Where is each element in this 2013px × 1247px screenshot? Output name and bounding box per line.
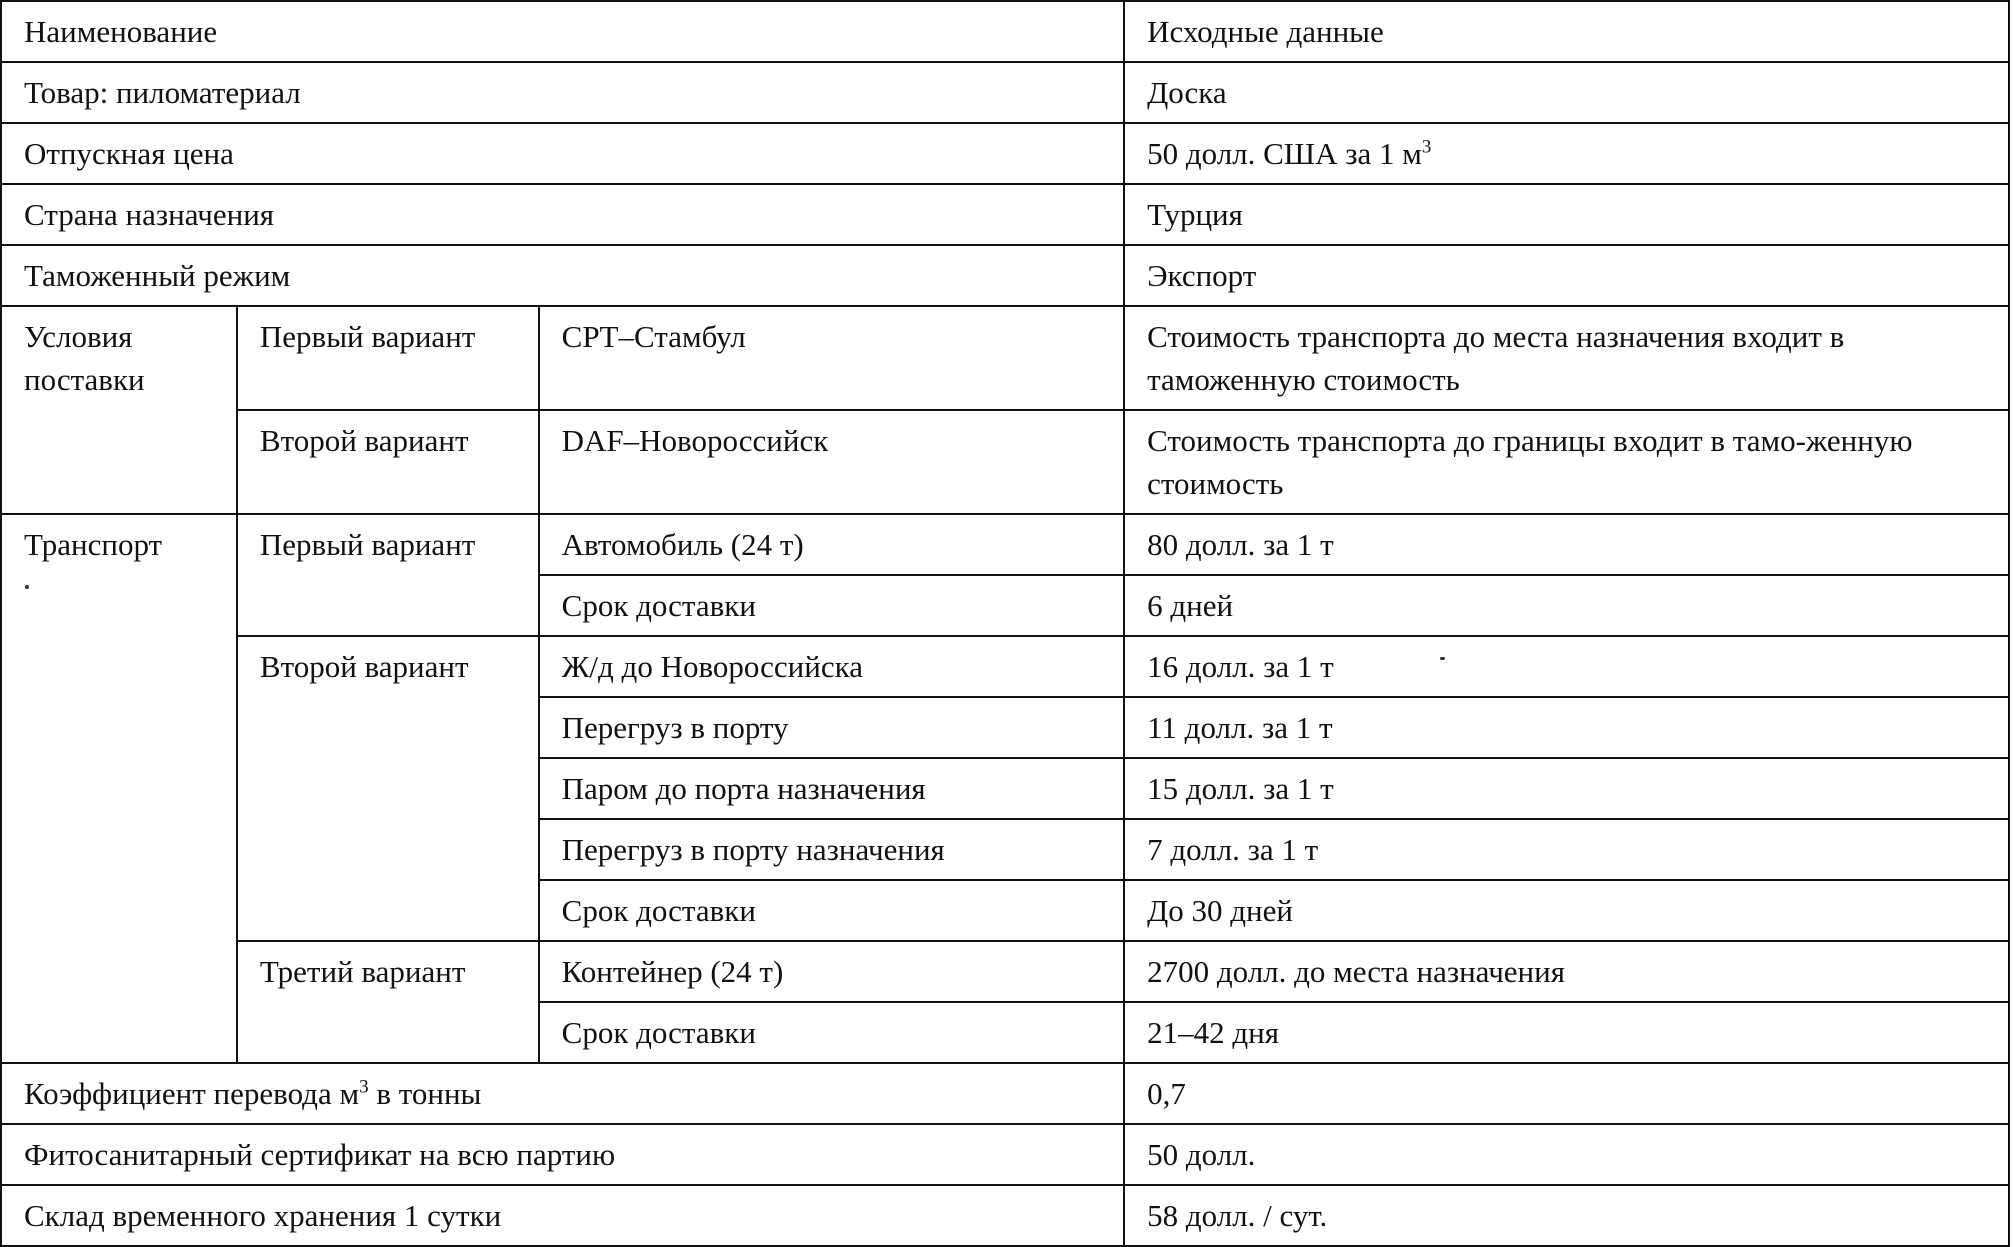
delivery-variant-1-value: Стоимость транспорта до места назначения входит в таможенную стоимость — [1124, 306, 2009, 410]
table-row — [1, 184, 2009, 245]
cert-label: Фитосанитарный сертификат на всю партию — [1, 1124, 1124, 1185]
delivery-variant-2-name: Второй вариант — [237, 410, 539, 514]
transport-item: Контейнер (24 т) — [539, 941, 1124, 1002]
storage-value: 58 долл. / сут. — [1124, 1185, 2009, 1246]
cert-value: 50 долл. — [1124, 1124, 2009, 1185]
goods-value: Доска — [1124, 62, 2009, 123]
scan-speck — [1440, 657, 1445, 660]
delivery-variant-2-term: DAF–Новороссийск — [539, 410, 1124, 514]
table-row — [1, 245, 2009, 306]
transport-variant-3-name: Третий вариант — [237, 941, 539, 1063]
storage-label: Склад временного хранения 1 сутки — [1, 1185, 1124, 1246]
coef-value: 0,7 — [1124, 1063, 2009, 1124]
transport-value: 16 долл. за 1 т — [1124, 636, 2009, 697]
table-row — [1, 62, 2009, 123]
table-row — [1, 123, 2009, 184]
table-row — [1, 410, 2009, 514]
table-row — [1, 306, 2009, 410]
delivery-label: Условия поставки — [1, 306, 237, 514]
table-row — [1, 636, 2009, 697]
transport-label: Транспорт — [1, 514, 237, 1063]
coef-label-superscript: 3 — [359, 1076, 369, 1098]
transport-item: Ж/д до Новороссийска — [539, 636, 1124, 697]
coef-label-suffix: в тонны — [368, 1076, 482, 1111]
coef-label-text: Коэффициент перевода м — [24, 1076, 360, 1111]
table-row — [1, 514, 2009, 575]
transport-value: 7 долл. за 1 т — [1124, 819, 2009, 880]
country-value: Турция — [1124, 184, 2009, 245]
transport-item: Срок доставки — [539, 880, 1124, 941]
goods-label: Товар: пиломатериал — [1, 62, 1124, 123]
table-row — [1, 941, 2009, 1002]
scan-speck — [25, 585, 29, 589]
price-value-text: 50 долл. США за 1 м — [1147, 136, 1422, 171]
transport-value: 15 долл. за 1 т — [1124, 758, 2009, 819]
transport-value: 6 дней — [1124, 575, 2009, 636]
table-header-row — [1, 1, 2009, 62]
delivery-variant-2-value: Стоимость транспорта до границы входит в тамо-женную стоимость — [1124, 410, 2009, 514]
header-source-data: Исходные данные — [1124, 1, 2009, 62]
transport-variant-1-name: Первый вариант — [237, 514, 539, 636]
delivery-variant-1-name: Первый вариант — [237, 306, 539, 410]
regime-value: Экспорт — [1124, 245, 2009, 306]
transport-item: Автомобиль (24 т) — [539, 514, 1124, 575]
price-value-superscript: 3 — [1421, 136, 1432, 158]
delivery-variant-1-term: CPT–Стамбул — [539, 306, 1124, 410]
transport-item: Перегруз в порту — [539, 697, 1124, 758]
transport-variant-2-name: Второй вариант — [237, 636, 539, 941]
transport-value: 21–42 дня — [1124, 1002, 2009, 1063]
price-value — [1124, 123, 2009, 184]
coef-label — [1, 1063, 1124, 1124]
transport-value: 11 долл. за 1 т — [1124, 697, 2009, 758]
table-row — [1, 1124, 2009, 1185]
table-row — [1, 1063, 2009, 1124]
regime-label: Таможенный режим — [1, 245, 1124, 306]
table-row — [1, 1185, 2009, 1246]
transport-value: 80 долл. за 1 т — [1124, 514, 2009, 575]
transport-item: Перегруз в порту назначения — [539, 819, 1124, 880]
transport-item: Срок доставки — [539, 1002, 1124, 1063]
price-label: Отпускная цена — [1, 123, 1124, 184]
transport-item: Срок доставки — [539, 575, 1124, 636]
country-label: Страна назначения — [1, 184, 1124, 245]
transport-value: До 30 дней — [1124, 880, 2009, 941]
transport-value: 2700 долл. до места назначения — [1124, 941, 2009, 1002]
header-name: Наименование — [1, 1, 1124, 62]
transport-item: Паром до порта назначения — [539, 758, 1124, 819]
